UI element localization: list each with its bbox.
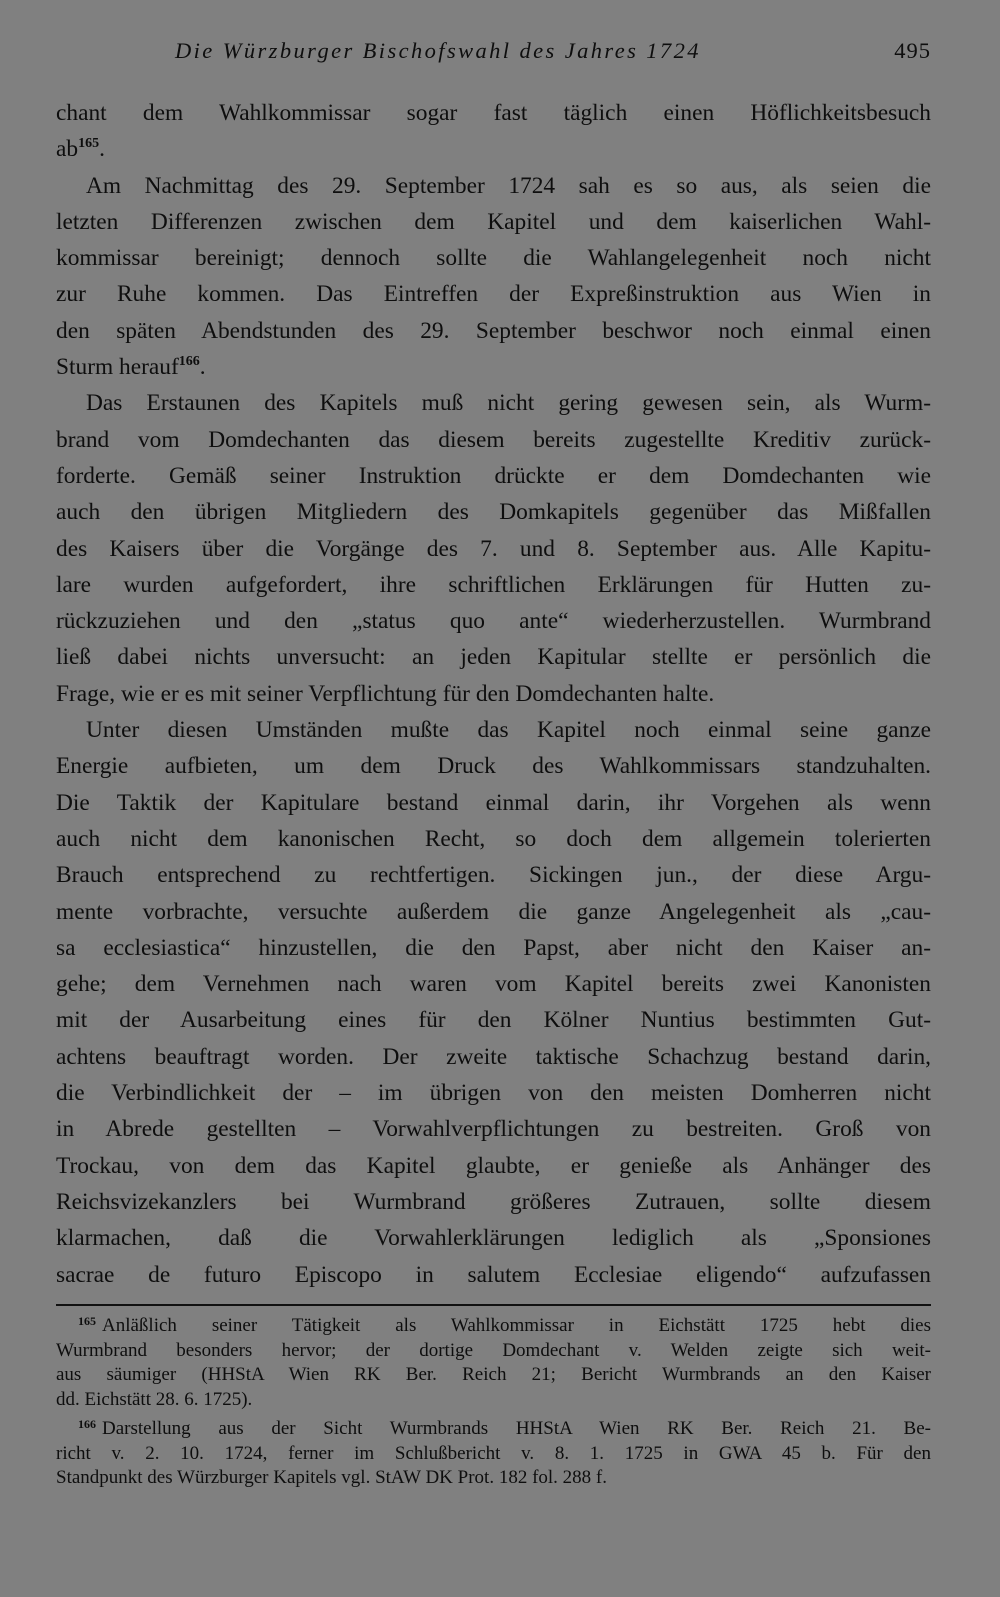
running-header bbox=[56, 38, 931, 78]
footnote-line: Wurmbrand besonders hervor; der dortige Domdechant v. Welden zeigte sich weit- bbox=[56, 1339, 931, 1361]
text-line: Frage, wie er es mit seiner Verpflichtung für den Domdechanten halte. bbox=[56, 680, 715, 707]
footnotes bbox=[56, 1314, 931, 1491]
text-line: kommissar bereinigt; dennoch sollte die Wahlangelegenheit noch nicht bbox=[56, 245, 931, 272]
text-line: rückzuziehen und den „status quo ante“ wiederherzustellen. Wurmbrand bbox=[56, 608, 931, 635]
text-line: Die Taktik der Kapitulare bestand einmal darin, ihr Vorgehen als wenn bbox=[56, 789, 931, 816]
text-line: Trockau, von dem das Kapitel glaubte, er genieße als Anhänger des bbox=[56, 1152, 931, 1179]
text-line: klarmachen, daß die Vorwahlerklärungen lediglich als „Sponsiones bbox=[56, 1225, 931, 1252]
text-line: Reichsvizekanzlers bei Wurmbrand größeres Zutrauen, sollte diesem bbox=[56, 1188, 931, 1215]
text-line: sacrae de futuro Episcopo in salutem Ecclesiae eligendo“ aufzufassen bbox=[56, 1261, 931, 1288]
text-line: sa ecclesiastica“ hinzustellen, die den Papst, aber nicht den Kaiser an- bbox=[56, 934, 931, 961]
footnote-reference[interactable]: 165 bbox=[78, 136, 100, 152]
text-line: mente vorbrachte, versuchte außerdem die ganze Angelegenheit als „cau- bbox=[56, 898, 931, 925]
text-line: gehe; dem Vernehmen nach waren vom Kapitel bereits zwei Kanonisten bbox=[56, 971, 931, 998]
text-line: lare wurden aufgefordert, ihre schriftlichen Erklärungen für Hutten zu- bbox=[56, 571, 931, 598]
footnote-line: Standpunkt des Würzburger Kapitels vgl. StAW DK Prot. 182 fol. 288 f. bbox=[56, 1467, 608, 1488]
text-line: ab$^{165}$. bbox=[56, 136, 105, 163]
text-line: Am Nachmittag des 29. September 1724 sah es so aus, als seien die bbox=[86, 172, 931, 199]
text-line: die Verbindlichkeit der – im übrigen von den meisten Domherren nicht bbox=[56, 1080, 931, 1107]
text-line: den späten Abendstunden des 29. September beschwor noch einmal einen bbox=[56, 317, 931, 344]
text-line: ließ dabei nichts unversucht: an jeden Kapitular stellte er persönlich die bbox=[56, 644, 931, 671]
footnote-reference[interactable]: 166 bbox=[178, 354, 200, 370]
text-line: des Kaisers über die Vorgänge des 7. und 8. September aus. Alle Kapitu- bbox=[56, 535, 931, 562]
text-line: auch nicht dem kanonischen Recht, so doch dem allgemein tolerierten bbox=[56, 825, 931, 852]
page-number: 495 bbox=[894, 38, 931, 63]
text-line: Brauch entsprechend zu rechtfertigen. Sickingen jun., der diese Argu- bbox=[56, 862, 931, 889]
text-line: forderte. Gemäß seiner Instruktion drückte er dem Domdechanten wie bbox=[56, 462, 931, 489]
text-line: Das Erstaunen des Kapitels muß nicht gering gewesen sein, als Wurm- bbox=[86, 390, 931, 417]
footnote-line: $^{165}$ Anläßlich seiner Tätigkeit als Wahlkommissar in Eichstätt 1725 hebt dies bbox=[78, 1314, 931, 1336]
text-line: brand vom Domdechanten das diesem bereits zugestellte Kreditiv zurück- bbox=[56, 426, 931, 453]
footnote-number: 166 bbox=[78, 1417, 96, 1431]
footnote-line: richt v. 2. 10. 1724, ferner im Schlußbericht v. 8. 1. 1725 in GWA 45 b. Für den bbox=[56, 1442, 931, 1464]
text-line: chant dem Wahlkommissar sogar fast täglich einen Höflichkeitsbesuch bbox=[56, 100, 931, 126]
text-line: achtens beauftragt worden. Der zweite taktische Schachzug bestand darin, bbox=[56, 1043, 931, 1070]
text-line: Energie aufbieten, um dem Druck des Wahlkommissars standzuhalten. bbox=[56, 753, 931, 780]
document-page bbox=[56, 38, 931, 1488]
text-line: Unter diesen Umständen mußte das Kapitel noch einmal seine ganze bbox=[86, 717, 931, 744]
footnote-divider bbox=[56, 1304, 931, 1306]
footnote-number: 165 bbox=[78, 1314, 96, 1328]
text-line: in Abrede gestellten – Vorwahlverpflichtungen zu bestreiten. Groß von bbox=[56, 1116, 931, 1143]
text-line: Sturm herauf$^{166}$. bbox=[56, 354, 206, 381]
text-line: mit der Ausarbeitung eines für den Kölner Nuntius bestimmten Gut- bbox=[56, 1007, 931, 1034]
text-line: auch den übrigen Mitgliedern des Domkapitels gegenüber das Mißfallen bbox=[56, 499, 931, 526]
text-line: zur Ruhe kommen. Das Eintreffen der Expreßinstruktion aus Wien in bbox=[56, 281, 931, 308]
footnote-line: dd. Eichstätt 28. 6. 1725). bbox=[56, 1388, 253, 1410]
text-line: letzten Differenzen zwischen dem Kapitel und dem kaiserlichen Wahl- bbox=[56, 208, 931, 235]
body-text bbox=[56, 95, 931, 1293]
running-title: Die Würzburger Bischofswahl des Jahres 1724 bbox=[175, 38, 701, 63]
footnote-line: $^{166}$ Darstellung aus der Sicht Wurmbrands HHStA Wien RK Ber. Reich 21. Be- bbox=[78, 1417, 931, 1439]
footnote-line: aus säumiger (HHStA Wien RK Ber. Reich 21; Bericht Wurmbrands an den Kaiser bbox=[56, 1364, 931, 1385]
